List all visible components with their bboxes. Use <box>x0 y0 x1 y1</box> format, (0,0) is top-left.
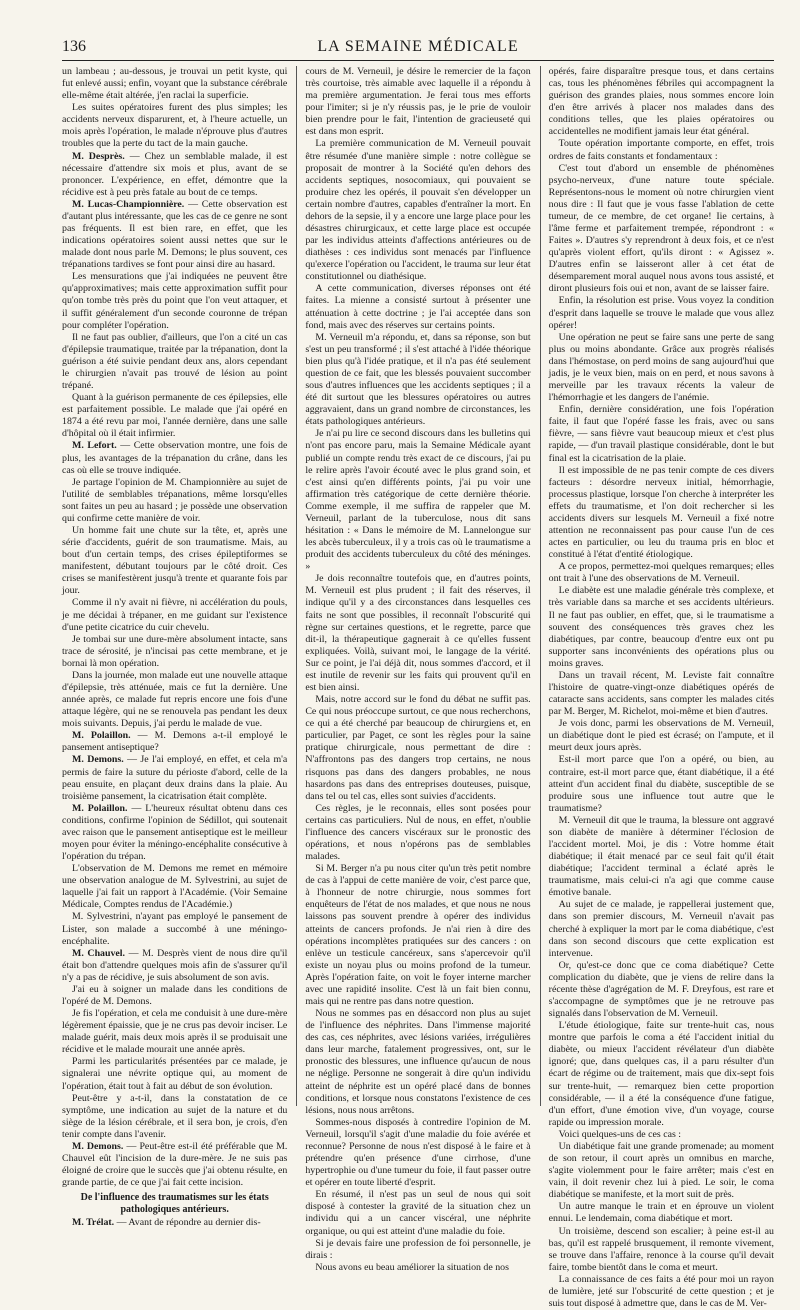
paragraph: La connaissance de ces faits a été pour moi un rayon de lumière, jeté sur l'obscurité de cette question ; et je suis tout disposé à admettre que, dans le cas de M. Ver- <box>548 1273 774 1309</box>
paragraph: Est-il mort parce que l'on a opéré, ou bien, au contraire, est-il mort parce que, étant diabétique, il a été atteint d'un accident final du diabète, susceptible de se produire sous une influence tout autre que le traumatisme? <box>548 754 774 814</box>
paragraph: Les suites opératoires furent des plus simples; les accidents nerveux disparurent, et, à l'heure actuelle, un mois après l'opération, le malade n'éprouve plus d'autres troubles que la perte du tact de la main gauche. <box>62 102 288 150</box>
paragraph: Nous avons eu beau améliorer la situation de nos <box>315 1261 509 1273</box>
paragraph-text: — Avant de répondre au dernier dis- <box>114 1217 261 1229</box>
paragraph: Or, qu'est-ce donc que ce coma diabétique? Cette complication du diabète, que je viens de relire dans la récente thèse d'agrégation de M. F. Dreyfous, est rare et s'accompagne de symptômes que je ne retrouve pas signalés dans l'observation de M. Verneuil. <box>548 959 774 1020</box>
paragraph: Peut-être y a-t-il, dans la constatation de ce symptôme, une indication au sujet de la nature et du siège de la lésion cérébrale, et il sera bon, je crois, d'en tenir compte dans l'avenir. <box>62 1092 288 1140</box>
paragraph: Si M. Berger n'a pu nous citer qu'un très petit nombre de cas à l'appui de cette manière de voir, c'est parce que, à l'honneur de notre chirurgie, nous sommes fort enquêteurs de l'état de nos malades, et que nous ne nous laissons pas souvent prendre à opérer des individus atteints de cancers profonds. Je n'ai rien à dire des opérations incomplètes pratiquées sur des cancers : on enlève un testicule cancéreux, sans s'apercevoir qu'il existe un noyau plus ou moins profond de la tumeur. Après l'opération faite, on voit le foyer interne marcher avec une rapidité insolite. C'est là un fait bien connu, mais qui ne rentre pas dans notre question. <box>305 863 531 1008</box>
paragraph: opérés, faire disparaître presque tous, et dans certains cas, tous les phénomènes fébriles qui accompagnent la guérison des grandes plaies, nous sommes encore loin d'en être arrivés à placer nos malades dans des conditions telles, que les plaies opératoires ou accidentelles ne modifient jamais leur état général. <box>548 66 774 138</box>
paragraph: Dans la journée, mon malade eut une nouvelle attaque d'épilepsie, très atténuée, mais ce fut la dernière. Une année après, ce malade fut repris encore une fois d'une attaque légère, qui ne se renouvela pas pendant les deux mois suivants. Depuis, j'ai perdu le malade de vue. <box>62 669 288 730</box>
paragraph: Sommes-nous disposés à contredire l'opinion de M. Verneuil, lorsqu'il s'agit d'une maladie du foie avérée et reconnue? Personne de nous n'est disposé à le faire et à prétendre qu'en présence d'une cirrhose, d'une hypertrophie ou d'une tumeur du foie, il faut passer outre et opérer en toute liberté d'esprit. <box>305 1116 531 1189</box>
paragraph: Toute opération importante comporte, en effet, trois ordres de faits constants et fondamentaux : <box>548 138 774 162</box>
paragraph: Le diabète est une maladie générale très complexe, et très variable dans sa marche et ses accidents ultérieurs. Il ne faut pas oublier, en effet, que, si le traumatisme a souvent des conséquences très graves chez les diabétiques, par contre, beaucoup d'entre eux ont pu supporter sans inconvénients des opérations plus ou moins graves. <box>548 585 774 669</box>
paragraph: cours de M. Verneuil, je désire le remercier de la façon très courtoise, très aimable avec laquelle il a répondu à ma première argumentation. Je ferai tous mes efforts pour l'imiter; si je n'y réussis pas, je le prie de vouloir bien prendre pour le fait, l'intention de gracieuseté qui est dans mon esprit. <box>305 66 531 138</box>
paragraph: Un diabétique fait une grande promenade; au moment de son retour, il court après un omnibus en marche, s'agite violemment pour le faire arrêter; mais c'est en vain, il doit revenir chez lui à pied. Le soir, le coma diabétique se manifeste, et la mort suit de près. <box>548 1140 774 1201</box>
paragraph-text: — Peut-être est-il été préférable que M. Chauvel eût l'incision de la dure-mère. Je ne suis pas éloigné de croire que le succès que j'ai obtenu résulte, en grande partie, de ce que j'ai fait cette incision. <box>62 1140 288 1189</box>
paragraph <box>62 730 287 754</box>
column-right <box>540 66 774 1309</box>
paragraph <box>62 440 287 476</box>
paragraph: Les mensurations que j'ai indiquées ne peuvent être qu'approximatives; mais cette approximation suffit pour qu'on tombe très près du point que l'on veut attaquer, et il suffit généralement d'un seconde couronne de trépan pour compléter l'opération. <box>62 271 288 331</box>
speaker-name: M. Lucas-Championnière. <box>72 198 185 210</box>
paragraph: Voici quelques-uns de ces cas : <box>558 1128 682 1140</box>
paragraph-text: — M. Desprès vient de nous dire qu'il était bon d'attendre quelques mois afin de s'assurer qu'il n'y a pas de récidive, je suis absolument de son avis. <box>62 947 288 983</box>
paragraph-text: — Cette observation est d'autant plus intéressante, que les cas de ce genre ne sont pas fréquents. Il est bien rare, en effet, que les indications opératoires soient aussi nettes que sur le malade dont nous parle M. Demons; le plus souvent, ces trépanations tardives se font pour ainsi dire au hasard. <box>62 198 288 271</box>
paragraph: Il ne faut pas oublier, d'ailleurs, que l'on a cité un cas d'épilepsie traumatique, traitée par la trépanation, dont la guérison a été suivie pendant deux ans, alors cependant le chirurgien n'avait pas trouvé de lésion au point trépané. <box>62 331 288 392</box>
paragraph: En résumé, il n'est pas un seul de nous qui soit disposé à contester la gravité de la situation chez un individu qui a un cancer viscéral, une néphrite organique, ou qui est atteint d'une maladie du foie. <box>305 1189 531 1237</box>
paragraph: Dans un travail récent, M. Leviste fait connaître l'histoire de quatre-vingt-onze diabétiques opérés de cataracte sans accidents, sans compter les malades cités par M. Berger, M. Richelot, moi-même et bien d'autres. <box>548 669 774 718</box>
paragraph: Une opération ne peut se faire sans une perte de sang plus ou moins abondante. Grâce aux progrès réalisés dans l'hémostase, on perd moins de sang aujourd'hui que jadis, je le veux bien, mais on en perd, et nous savons à merveille par les travaux récents la valeur de l'hémorrhagie et les dangers de l'anémie. <box>548 331 774 404</box>
page-header <box>62 38 774 61</box>
paragraph: L'étude étiologique, faite sur trente-huit cas, nous montre que parfois le coma a été l'accident initial du diabète, ou mieux l'accident révélateur d'un diabète ignoré; que, dans quelques cas, il a paru résulter d'un écart de régime ou de traitement, mais que dix-sept fois sur trente-huit, — remarquez bien cette proportion considérable, — il a été la conséquence d'une fatigue, d'un effort, d'une émotion vive, d'un voyage, course rapide ou impression morale. <box>548 1020 774 1128</box>
paragraph: A cette communication, diverses réponses ont été faites. La mienne a consisté surtout à présenter une atténuation à cette doctrine ; je l'ai acceptée dans son fond, mais avec des réserves sur certains points. <box>305 283 531 331</box>
speaker-name: M. Polaillon. <box>72 802 128 814</box>
paragraph <box>62 1141 287 1189</box>
paragraph: J'ai eu à soigner un malade dans les conditions de l'opéré de M. Demons. <box>62 983 288 1008</box>
paragraph: Je tombai sur une dure-mère absolument intacte, sans trace de sérosité, je n'incisai pas cette membrane, et je bornai là mon opération. <box>62 633 288 669</box>
paragraph-text: — Chez un semblable malade, il est nécessaire d'attendre six mois et plus, avant de se prononcer. L'expérience, en effet, démontre que la récidive est à peu près fatale au bout de ce temps. <box>62 150 288 198</box>
paragraph: Enfin, dernière considération, une fois l'opération faite, il faut que l'opéré fasse les frais, avec ou sans fièvre, — sans fièvre vaut beaucoup mieux et c'est plus rapide, — d'un travail plastique considérable, dont le but final est la cicatrisation de la plaie. <box>548 404 774 464</box>
column-middle <box>296 66 531 1273</box>
paragraph <box>62 151 287 199</box>
page-number: 136 <box>62 38 86 55</box>
paragraph: un lambeau ; au-dessous, je trouvai un petit kyste, qui fut enlevé aussi; enfin, voyant que la substance cérébrale elle-même était altérée, j'en raclai la superficie. <box>62 66 288 102</box>
speaker-name: M. Demons. <box>72 1140 124 1152</box>
speaker-name: M. Desprès. <box>72 150 125 162</box>
paragraph <box>62 803 287 863</box>
speaker-name: M. Polaillon. <box>72 730 131 742</box>
paragraph-text: — M. Demons a-t-il employé le pansement antiseptique? <box>62 730 288 754</box>
section-heading: De l'influence des traumatismes sur les états pathologiques antérieurs. <box>80 1192 269 1216</box>
paragraph <box>62 754 287 802</box>
paragraph: Un homme fait une chute sur la tête, et, après une série d'accidents, guérit de son traumatisme. Mais, au bout d'un certain temps, des crises épileptiformes se manifestent, débutant toujours par le côté droit. Ces crises se manifestèrent jusqu'à trente et quarante fois par jour. <box>62 524 288 597</box>
paragraph-text: — Je l'ai employé, en effet, et cela m'a permis de faire la suture du périoste d'abord, celle de la peau ensuite, en plaçant deux drains dans la plaie. Au troisième pansement, la cicatrisation était complète. <box>62 754 288 802</box>
journal-title: LA SEMAINE MÉDICALE <box>317 38 519 55</box>
speaker-name: M. Chauvel. <box>72 947 126 959</box>
paragraph: Parmi les particularités présentées par ce malade, je signalerai une névrite optique qui, au moment de l'opération, était tout à fait au début de son évolution. <box>62 1056 288 1092</box>
paragraph <box>62 199 287 271</box>
paragraph: Quant à la guérison permanente de ces épilepsies, elle est parfaitement possible. Le malade que j'ai opéré en 1874 a été revu par moi, l'année dernière, dans une salle d'hôpital où il était infirmier. <box>62 392 288 440</box>
paragraph: Au sujet de ce malade, je rappellerai justement que, dans son premier discours, M. Verneuil n'avait pas cherché à expliquer la mort par le coma diabétique, c'est dans son second discours que cette explication est intervenue. <box>548 899 774 959</box>
paragraph: M. Verneuil dit que le trauma, la blessure ont aggravé son diabète de manière à déterminer l'éclosion de l'accident mortel. Moi, je dis : Votre homme était diabétique; il était menacé par ce seul fait qu'il était diabétique; l'accident terminal a éclaté après le traumatisme, mais celui-ci n'a agi que comme cause émotive banale. <box>548 814 774 899</box>
speaker-name: M. Demons. <box>72 754 124 766</box>
paragraph: L'observation de M. Demons me remet en mémoire une observation analogue de M. Sylvestrini, au sujet de laquelle j'ai fait un rapport à l'Académie. (Voir Semaine Médicale, Comptes rendus de l'Académie.) <box>62 863 288 911</box>
paragraph: Je n'ai pu lire ce second discours dans les bulletins qui n'ont pas encore paru, mais la Semaine Médicale ayant publié un compte rendu très exact de ce discours, j'ai pu le relire après l'avoir écouté avec le plus grand soin, et c'est ainsi qu'en différents points, j'ai pu voir une affirmation très catégorique de cette dernière théorie. Comme exemple, il me suffira de rappeler que M. Verneuil, parlant de la tuberculose, nous dit sans hésitation : « Dans le mémoire de M. Lannelongue sur les abcès tuberculeux, il y a trois cas où le traumatisme a produit des accidents tuberculeux du côté des méninges. » <box>305 428 531 573</box>
paragraph: Un troisième, descend son escalier; à peine est-il au bas, qu'il est rappelé brusquement, il remonte vivement, se trouve dans l'affaire, renonce à la course qu'il devait faire, tombe bientôt dans le coma et meurt. <box>548 1225 774 1273</box>
paragraph: Ces règles, je le reconnais, elles sont posées pour certains cas particuliers. Nul de nous, en effet, n'oublie l'influence des cancers viscéraux sur le pronostic des opérations, et nous n'opérons pas de semblables malades. <box>305 802 531 863</box>
paragraph <box>62 1217 287 1229</box>
paragraph: Un autre manque le train et en éprouve un violent ennui. Le lendemain, coma diabétique et mort. <box>548 1201 774 1225</box>
paragraph: Je vois donc, parmi les observations de M. Verneuil, un diabétique dont le pied est écrasé; on l'ampute, et il meurt deux jours après. <box>548 718 774 754</box>
paragraph: A ce propos, permettez-moi quelques remarques; elles ont trait à l'une des observations de M. Verneuil. <box>548 561 774 585</box>
column-left <box>62 66 288 1229</box>
paragraph: Je fis l'opération, et cela me conduisit à une dure-mère légèrement épaissie, que je ne crus pas devoir inciser. Le malade guérit, mais deux mois après il se produisait une récidive et le malade mourait une année après. <box>62 1008 288 1056</box>
paragraph: Si je devais faire une profession de foi personnelle, je dirais : <box>305 1237 531 1261</box>
paragraph-text: — Cette observation montre, une fois de plus, les avantages de la trépanation du crâne, dans les cas où elle se trouve indiquée. <box>62 440 288 476</box>
speaker-name: M. Lefort. <box>72 440 117 452</box>
paragraph-text: — L'heureux résultat obtenu dans ces conditions, confirme l'opinion de Sédillot, qui soutenait avec raison que le pansement antiseptique est le meilleur moyen pour éviter la méningo-encéphalite consécutive à l'opération du trépan. <box>62 802 288 863</box>
paragraph: Enfin, la résolution est prise. Vous voyez la condition d'esprit dans laquelle se trouve le malade que vous allez opérer! <box>548 295 774 331</box>
paragraph: Comme il n'y avait ni fièvre, ni accélération du pouls, je me décidai à trépaner, en me guidant sur l'existence d'une petite cicatrice du cuir chevelu. <box>62 597 288 633</box>
text-columns <box>62 66 774 1309</box>
paragraph: C'est tout d'abord un ensemble de phénomènes psycho-nerveux, d'une nature toute spéciale. Représentons-nous le moment où notre chirurgien vient nous dire : Il faut que je vous fasse l'ablation de cette tumeur, de ce membre, de cet organe! Iie certains, à l'âme ferme et parfaitement trempée, répondront : « Faites ». D'autres s'y reprendront à deux fois, et ce n'est qu'après violent effort, qu'ils diront : « Agissez ». D'autres enfin se laisseront aller à cet état de désemparement moral auquel nous avons tous assisté, et diront plusieurs fois oui et non, avant de se laisser faire. <box>548 162 774 295</box>
paragraph <box>62 948 287 984</box>
paragraph: La première communication de M. Verneuil pouvait être résumée d'une manière simple : notre collègue se proposait de montrer à la Société qu'en dehors des accidents septiques, nosocomiaux, qui pouvaient se produire chez les opérés, il pouvait s'en développer un certain nombre d'autres, capables d'entraîner la mort. En dehors de la sepsie, il y a encore une large place pour les désastres chirurgicaux, et cette large place est occupée par les individus atteints d'affections antérieures ou de diathèses : ces individus sont menacés par l'influence qu'exerce l'opération ou l'accident, le trauma sur leur état constitutionnel ou diathésique. <box>305 138 531 283</box>
paragraph: Mais, notre accord sur le fond du débat ne suffit pas. Ce qui nous préoccupe surtout, ce que nous recherchons, ce qui a été cherché par beaucoup de chirurgiens et, en particulier, par Paget, ce sont les règles pour la saine pratique chirurgicale, nous permettant de dire : N'affrontons pas des dangers trop certains, ne nous risquons pas dans des dangers probables, ne nous hasardons pas dans des entreprises douteuses, puisque, dans tel ou tel cas, elles sont suivies d'accidents. <box>305 694 531 802</box>
paragraph: Il est impossible de ne pas tenir compte de ces divers facteurs : désordre nerveux initial, hémorrhagie, processus plastique, lorsque l'on cherche à interpréter les effets du traumatisme, et l'on doit rechercher si les accidents divers sur lesquels M. Verneuil a fixé notre attention ne reconnaissent pas pour cause l'un de ces actes en particulier, ou leu du trauma pris en bloc et constitué à l'état d'entité étiologique. <box>548 464 774 561</box>
paragraph: Je dois reconnaître toutefois que, en d'autres points, M. Verneuil est plus prudent ; il fait des réserves, il indique qu'il y a des circonstances dans lesquelles ces faits ne sont que possibles, il reconnaît l'obscurité qui règne sur certaines questions, et le regrette, parce que dit-il, la thérapeutique gagnerait à ce qu'elles fussent expliquées. Voilà, suivant moi, le langage de la vérité. Sur ce point, je l'ai déjà dit, nous sommes d'accord, et il est inutile de revenir sur les faits qui prouvent qu'il en est bien ainsi. <box>305 573 531 693</box>
speaker-name: M. Trélat. <box>72 1217 115 1229</box>
paragraph: Nous ne sommes pas en désaccord non plus au sujet de l'influence des néphrites. Dans l'immense majorité des cas, ces néphrites, avec lésions variées, irrégulières dans leur marche, fatalement progressives, ont, sur le pronostic des blessures, une influence qu'aucun de nous ne néglige. Personne ne songerait à dire qu'un individu atteint de néphrite est un opéré placé dans de bonnes conditions, et lorsque nous constatons l'existence de ces lésions, nous nous arrêtons. <box>305 1008 531 1116</box>
paragraph: M. Sylvestrini, n'ayant pas employé le pansement de Lister, son malade a succombé à une méningo-encéphalite. <box>62 911 288 947</box>
paragraph: Je partage l'opinion de M. Championnière au sujet de l'utilité de semblables trépanations, même lorsqu'elles sont faites un peu au hasard ; je possède une observation qui confirme cette manière de voir. <box>62 476 288 524</box>
paragraph: M. Verneuil m'a répondu, et, dans sa réponse, son but s'est un peu transformé ; il s'est attaché à l'idée théorique bien plus qu'à l'idée pratique, et il n'a pas été seulement question de ce fait, que les blessés pouvaient succomber sous d'autres influences que les accidents septiques ; il a été dit surtout que les blessures opératoires ou autres aggravaient, dans un grand nombre de circonstances, les états pathologiques antérieurs. <box>305 331 531 428</box>
